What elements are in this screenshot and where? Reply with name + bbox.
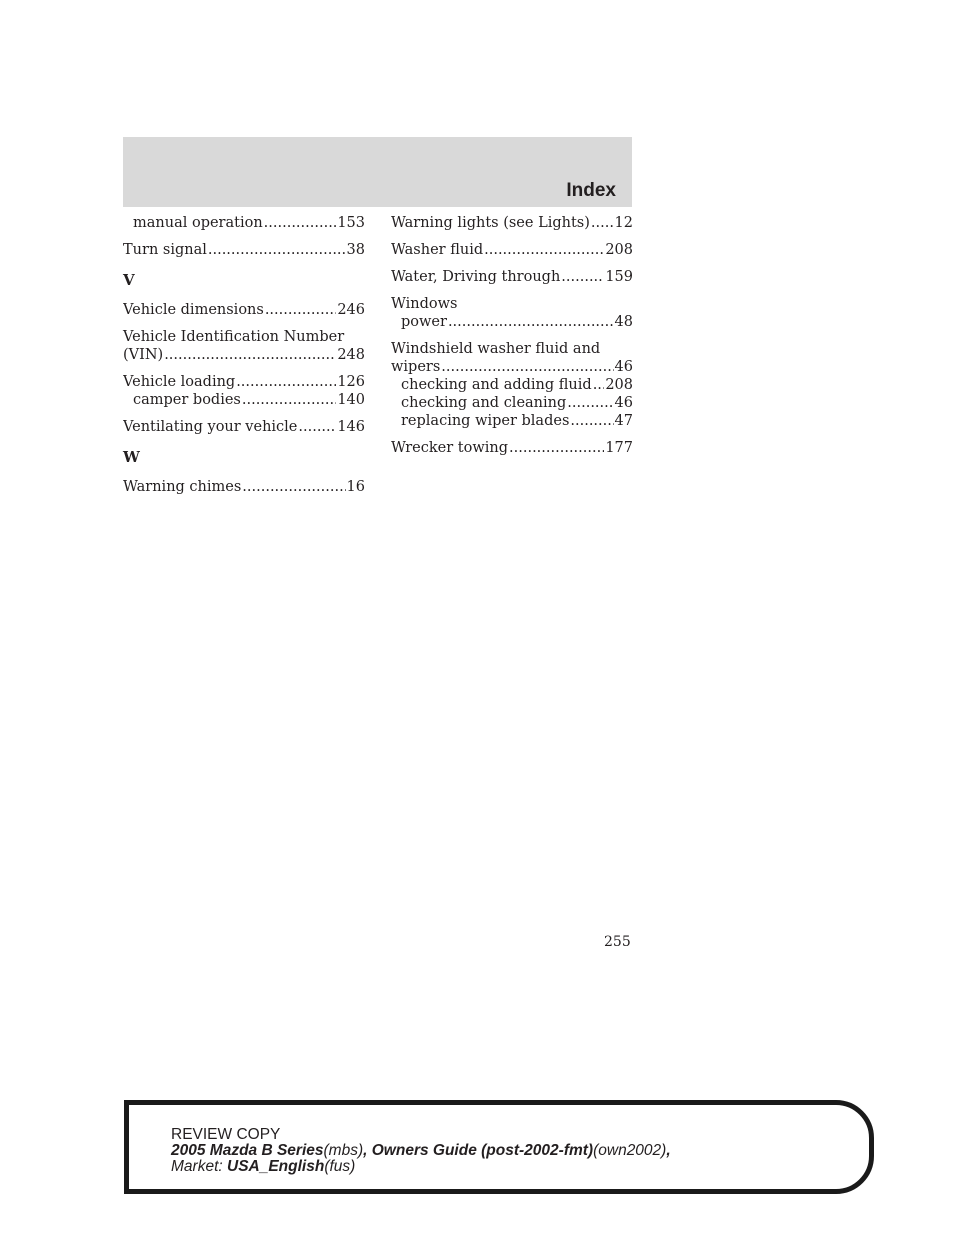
- index-entry[interactable]: Wrecker towing ..... 177: [391, 439, 633, 457]
- index-subentry[interactable]: camper bodies ..... 140: [123, 391, 365, 409]
- index-column-right: [391, 214, 633, 457]
- footer-review-copy: REVIEW COPY: [171, 1126, 281, 1143]
- index-entry[interactable]: Warning lights (see Lights) ..... 12: [391, 214, 633, 232]
- index-entry[interactable]: Ventilating your vehicle ..... 146: [123, 418, 365, 436]
- index-entry[interactable]: Water, Driving through ..... 159: [391, 268, 633, 286]
- section-letter: V: [123, 271, 135, 289]
- index-subentry[interactable]: replacing wiper blades ..... 47: [391, 412, 633, 430]
- header-band: [123, 137, 632, 207]
- index-entry[interactable]: Vehicle dimensions ..... 246: [123, 301, 365, 319]
- index-entry[interactable]: Turn signal ..... 38: [123, 241, 365, 259]
- section-title: Index: [566, 180, 616, 201]
- index-entry-line1[interactable]: Vehicle Identification Number: [123, 329, 345, 345]
- page-number: 255: [604, 934, 631, 950]
- footer-market-line: Market: USA_English(fus): [171, 1158, 356, 1175]
- index-entry[interactable]: Washer fluid ..... 208: [391, 241, 633, 259]
- index-entry[interactable]: Warning chimes ..... 16: [123, 478, 365, 496]
- review-copy-footer: [124, 1100, 874, 1194]
- index-subentry[interactable]: power ..... 48: [391, 313, 633, 331]
- index-entry[interactable]: Vehicle loading ..... 126: [123, 373, 365, 391]
- footer-text: [171, 1127, 671, 1175]
- footer-model-line: 2005 Mazda B Series(mbs), Owners Guide (post-2002-fmt)(own2002),: [171, 1142, 671, 1159]
- index-entry[interactable]: manual operation ..... 153: [123, 214, 365, 232]
- index-entry[interactable]: wipers ..... 46: [391, 358, 633, 376]
- index-subentry[interactable]: checking and cleaning ..... 46: [391, 394, 633, 412]
- section-letter: W: [123, 448, 140, 466]
- index-column-left: [123, 214, 365, 496]
- index-entry[interactable]: (VIN) ..... 248: [123, 346, 365, 364]
- index-entry-heading: Windows: [391, 296, 458, 312]
- index-entry-line1[interactable]: Windshield washer fluid and: [391, 341, 601, 357]
- index-subentry[interactable]: checking and adding fluid ..... 208: [391, 376, 633, 394]
